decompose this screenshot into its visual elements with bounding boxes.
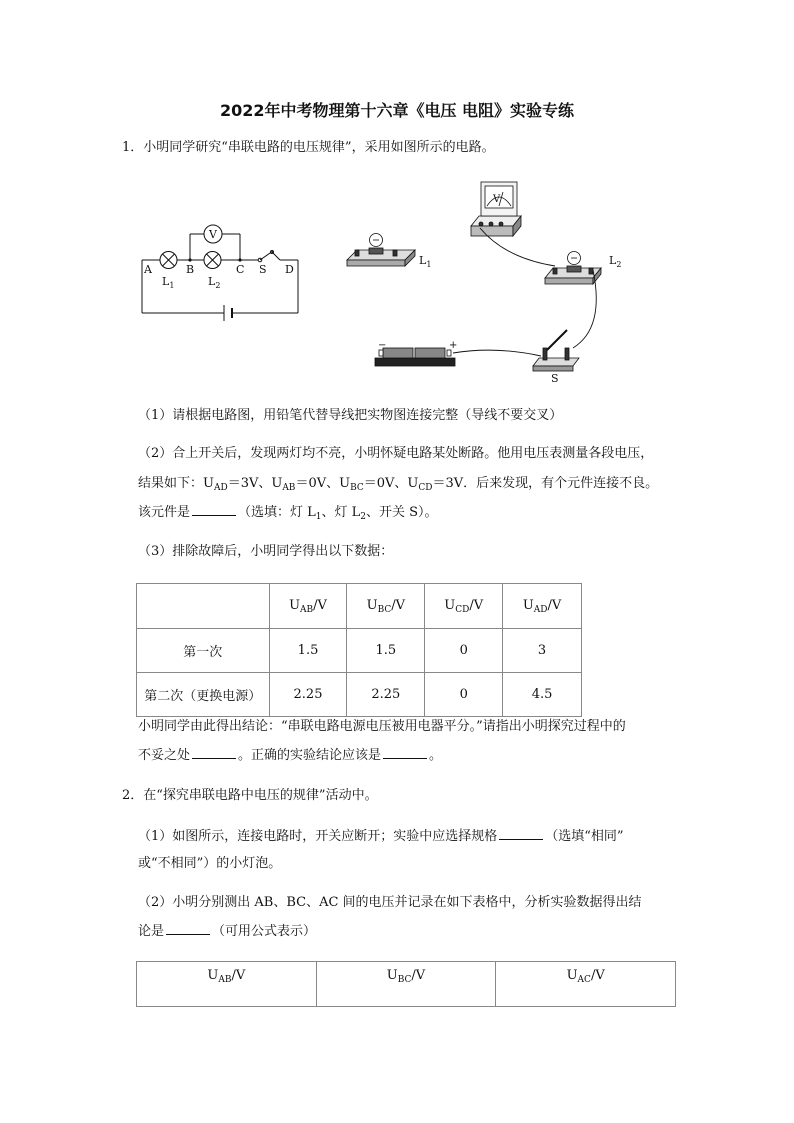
q1-part2-line3: 该元件是 （选填：灯 $L_1$、灯 $L_2$、开关 S）。 xyxy=(138,502,438,527)
photo-label-v: V xyxy=(493,194,501,205)
label-D: D xyxy=(285,263,294,276)
lamp-board-l1 xyxy=(347,234,415,267)
answer-blank-formula[interactable] xyxy=(166,921,210,935)
q2-stem xyxy=(122,786,378,806)
battery-box xyxy=(375,348,455,366)
row-label: 第二次（更换电源） xyxy=(137,673,270,717)
label-S: S xyxy=(259,263,267,276)
answer-blank-flaw[interactable] xyxy=(192,745,236,759)
table-cell: 2.25 xyxy=(269,673,347,717)
q1-part2-line2: 结果如下：$U_{AD}=3V$、$U_{AB}=0V$、$U_{BC}=0V$、$U_{CD}=3V$．后来发现，有个元件连接不良。 xyxy=(138,476,659,493)
table-header-cell: $U_{BC}/V$ xyxy=(316,962,496,1007)
apparatus-drawing xyxy=(335,178,635,388)
q2-data-table xyxy=(136,961,676,1007)
q1-number: 1． xyxy=(122,140,144,155)
table-corner-cell xyxy=(137,584,270,629)
battery-minus: − xyxy=(378,340,387,351)
table-header-cell: $U_{AC}/V$ xyxy=(496,962,676,1007)
q1-stem xyxy=(122,138,495,158)
table-header-cell: $U_{AB}/V$ xyxy=(137,962,317,1007)
lamp-board-l2 xyxy=(545,252,601,285)
page-title: 2022年中考物理第十六章《电压 电阻》实验专练 xyxy=(219,101,575,120)
table-row xyxy=(137,673,582,717)
switch-device xyxy=(533,330,579,371)
photo-label-s: S xyxy=(551,372,559,385)
table-row xyxy=(137,629,582,673)
label-A: A xyxy=(144,263,152,276)
table-cell: 4.5 xyxy=(503,673,582,717)
q1-conclusion-line1: 小明同学由此得出结论：“串联电路电源电压被用电器平分。”请指出小明探究过程中的 xyxy=(138,719,626,734)
q1-part1: （1）请根据电路图，用铅笔代替导线把实物图连接完整（导线不要交叉） xyxy=(138,408,563,423)
table-cell: 2.25 xyxy=(347,673,425,717)
photo-label-l1: $L_1$ xyxy=(419,254,432,269)
table-cell: 3 xyxy=(503,629,582,673)
q2-part1-line2: 或“不相同”）的小灯泡。 xyxy=(138,856,282,871)
table-header-row xyxy=(137,584,582,629)
q1-conclusion-line2: 不妥之处 。正确的实验结论应该是 。 xyxy=(138,745,442,766)
q2-part1-line1: （1）如图所示，连接电路时，开关应断开；实验中应选择规格 （选填“相同” xyxy=(138,826,624,847)
table-cell: 1.5 xyxy=(347,629,425,673)
table-header-cell: $U_{AB}/V$ xyxy=(269,584,347,629)
q1-data-table xyxy=(136,583,582,717)
battery-plus: + xyxy=(449,340,458,351)
q2-stem-text: 在“探究串联电路中电压的规律”活动中。 xyxy=(143,788,378,803)
label-L2: $L_2$ xyxy=(208,275,221,290)
table-header-cell: $U_{AD}/V$ xyxy=(503,584,582,629)
q2-number: 2． xyxy=(122,788,144,803)
q1-part3: （3）排除故障后，小明同学得出以下数据： xyxy=(138,544,394,559)
circuit-schematic xyxy=(130,215,310,330)
table-cell: 1.5 xyxy=(269,629,347,673)
q1-stem-text: 小明同学研究“串联电路的电压规律”，采用如图所示的电路。 xyxy=(143,140,495,155)
label-L1: $L_1$ xyxy=(162,275,175,290)
table-header-row xyxy=(137,962,676,1007)
answer-blank-conclusion[interactable] xyxy=(383,745,427,759)
voltmeter-device xyxy=(471,182,521,236)
label-C: C xyxy=(236,263,245,276)
photo-label-l2: $L_2$ xyxy=(609,254,622,269)
table-cell: 0 xyxy=(425,673,503,717)
q2-part2-line1: （2）小明分别测出 AB、BC、AC 间的电压并记录在如下表格中，分析实验数据得出结 xyxy=(138,895,642,910)
table-cell: 0 xyxy=(425,629,503,673)
label-V: V xyxy=(209,228,217,241)
answer-blank-component[interactable] xyxy=(192,502,236,516)
row-label: 第一次 xyxy=(137,629,270,673)
label-B: B xyxy=(186,263,195,276)
answer-blank-spec[interactable] xyxy=(499,826,543,840)
table-header-cell: $U_{BC}/V$ xyxy=(347,584,425,629)
q1-part2-line1: （2）合上开关后，发现两灯均不亮，小明怀疑电路某处断路。他用电压表测量各段电压， xyxy=(138,446,654,461)
table-header-cell: $U_{CD}/V$ xyxy=(425,584,503,629)
q2-part2-line2: 论是 （可用公式表示） xyxy=(138,921,316,942)
